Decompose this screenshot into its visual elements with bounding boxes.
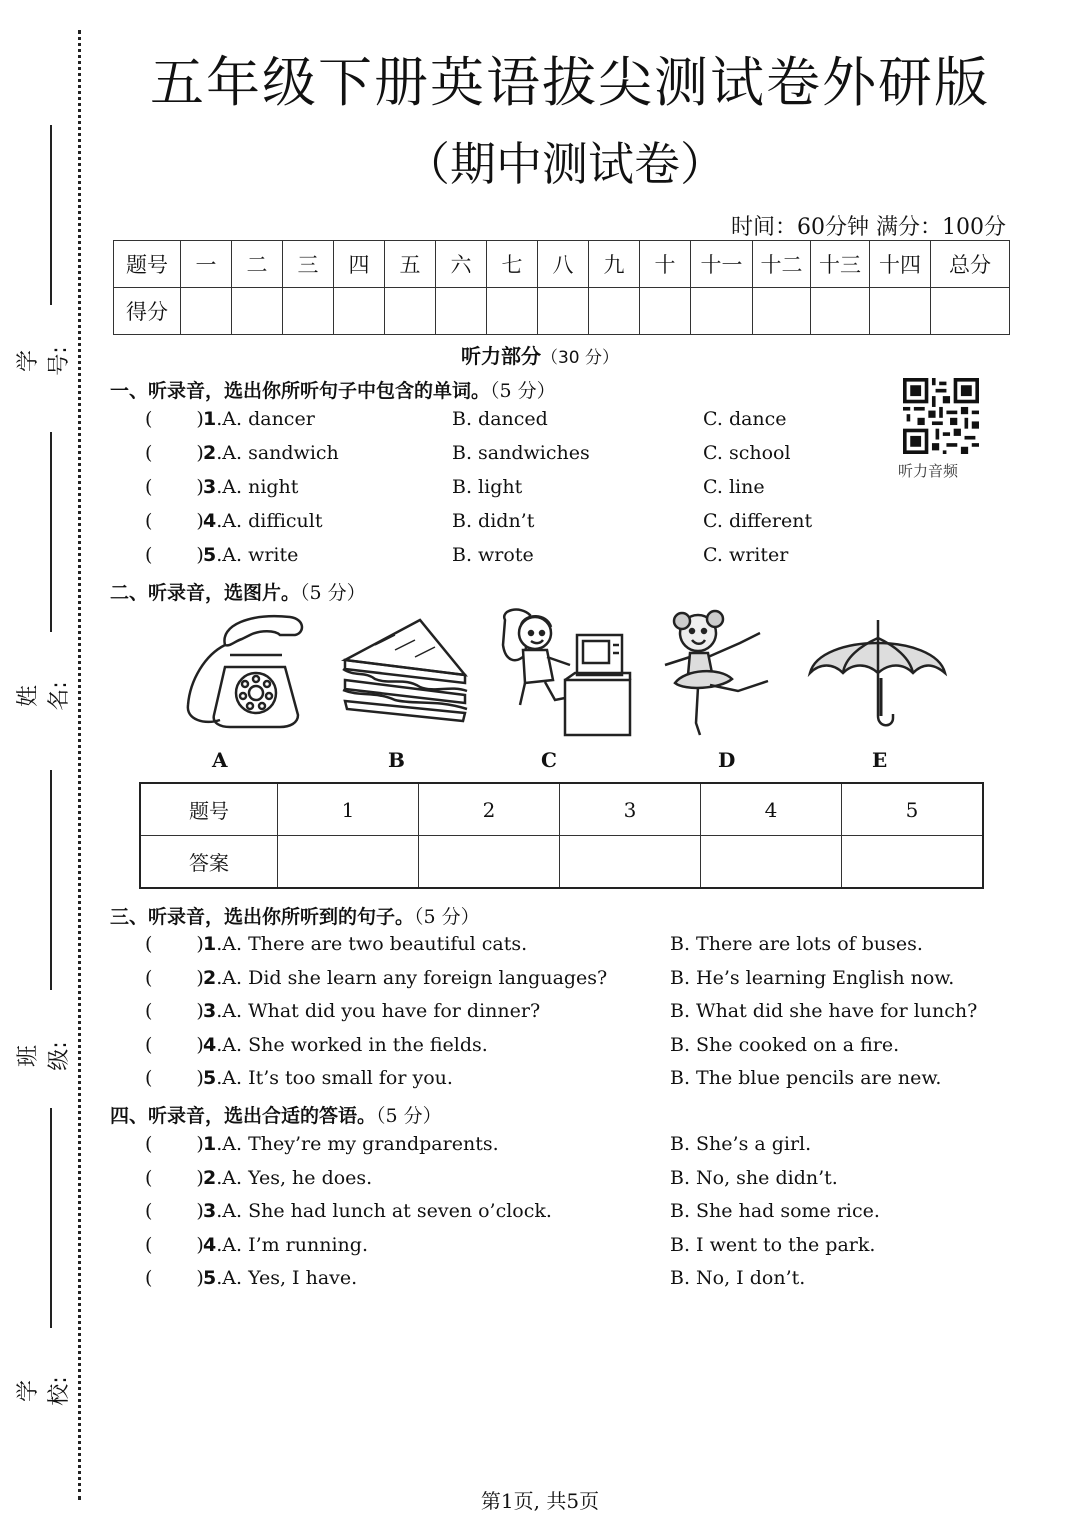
p1-question: ( )3.A. night xyxy=(145,476,299,498)
answer-bracket[interactable]: ( ) xyxy=(145,1233,204,1256)
answer-cell[interactable] xyxy=(560,836,701,889)
telephone-icon xyxy=(180,605,310,735)
option-b: B. light xyxy=(452,476,523,498)
sandwich-icon xyxy=(335,605,475,725)
score-cell[interactable] xyxy=(436,288,487,335)
question-number: 3 xyxy=(203,476,217,498)
question-number: 5 xyxy=(203,544,217,566)
option-a: A. What did you have for dinner? xyxy=(222,1000,541,1022)
option-b: B. danced xyxy=(452,408,548,430)
score-header-cell: 十四 xyxy=(870,241,931,288)
score-cell[interactable] xyxy=(640,288,691,335)
score-table xyxy=(113,240,1010,335)
score-header-cell: 六 xyxy=(436,241,487,288)
question-number: 1 xyxy=(203,933,217,955)
exam-meta: 时间：60分钟 满分：100分 xyxy=(731,215,1006,240)
name-label: 姓名: xyxy=(16,681,72,711)
question-number: 1 xyxy=(203,1133,217,1155)
answer-number: 5 xyxy=(842,783,984,836)
answer-bracket[interactable]: ( ) xyxy=(145,1000,204,1022)
answer-cell[interactable] xyxy=(419,836,560,889)
question-number: 4 xyxy=(203,1233,217,1256)
section-3-title-text: 三、听录音，选出你所听到的句子。 xyxy=(110,906,415,928)
score-cell[interactable] xyxy=(870,288,931,335)
p4-question: ( )5.A. Yes, I have. xyxy=(145,1267,358,1289)
option-a: A. Did she learn any foreign languages? xyxy=(222,966,608,989)
picture-letter: B xyxy=(388,748,405,772)
answer-number: 4 xyxy=(701,783,842,836)
score-header-cell: 十二 xyxy=(753,241,811,288)
answer-number: 1 xyxy=(278,783,419,836)
answer-table-label: 答案 xyxy=(140,836,278,889)
p4-question: ( )2.A. Yes, he does. xyxy=(145,1166,373,1189)
dancer-girl-icon xyxy=(660,605,775,745)
score-header-cell: 一 xyxy=(181,241,232,288)
option-b: B. What did she have for lunch? xyxy=(670,1000,978,1022)
score-header-cell: 二 xyxy=(232,241,283,288)
score-cell[interactable] xyxy=(931,288,1010,335)
answer-table-number-row xyxy=(140,783,983,836)
question-number: 2 xyxy=(203,966,217,989)
option-b: B. The blue pencils are new. xyxy=(670,1067,942,1089)
p1-question: ( )5.A. write xyxy=(145,544,299,566)
score-cell[interactable] xyxy=(811,288,870,335)
score-header-cell: 三 xyxy=(283,241,334,288)
option-c: C. different xyxy=(703,510,813,532)
section-4-title-text: 四、听录音，选出合适的答语。 xyxy=(110,1105,377,1127)
p3-question: ( )4.A. She worked in the fields. xyxy=(145,1033,488,1056)
section-2-points: （5 分） xyxy=(300,582,366,604)
answer-bracket[interactable]: ( ) xyxy=(145,442,204,464)
answer-table-header: 题号 xyxy=(140,783,278,836)
picture-letter: E xyxy=(872,748,888,772)
score-cell[interactable] xyxy=(232,288,283,335)
section-4-title xyxy=(110,1101,442,1128)
answer-bracket[interactable]: ( ) xyxy=(145,1067,204,1089)
option-c: C. dance xyxy=(703,408,787,430)
answer-cell[interactable] xyxy=(701,836,842,889)
option-a: A. night xyxy=(222,476,299,498)
score-table-score-row xyxy=(114,288,1010,335)
page-footer: 第1页, 共5页 xyxy=(480,1489,600,1513)
option-a: A. sandwich xyxy=(222,442,339,464)
option-c: C. line xyxy=(703,476,765,498)
student-no-line xyxy=(50,125,52,305)
page-title: 五年级下册英语拔尖测试卷外研版 xyxy=(150,51,990,114)
answer-cell[interactable] xyxy=(842,836,984,889)
score-table-header-row xyxy=(114,241,1010,288)
school-line xyxy=(50,1108,52,1328)
answer-bracket[interactable]: ( ) xyxy=(145,544,204,566)
score-cell[interactable] xyxy=(283,288,334,335)
answer-number: 2 xyxy=(419,783,560,836)
score-cell[interactable] xyxy=(589,288,640,335)
score-cell[interactable] xyxy=(385,288,436,335)
qr-label: 听力音频 xyxy=(898,462,959,480)
option-a: A. She had lunch at seven o’clock. xyxy=(222,1200,552,1222)
p4-question: ( )4.A. I’m running. xyxy=(145,1233,368,1256)
score-cell[interactable] xyxy=(181,288,232,335)
option-a: A. difficult xyxy=(222,510,323,532)
qr-code-icon[interactable] xyxy=(900,378,982,454)
option-a: A. She worked in the fields. xyxy=(222,1033,488,1056)
p3-question: ( )1.A. There are two beautiful cats. xyxy=(145,933,528,955)
answer-bracket[interactable]: ( ) xyxy=(145,966,204,989)
answer-bracket[interactable]: ( ) xyxy=(145,1166,204,1189)
answer-bracket[interactable]: ( ) xyxy=(145,1033,204,1056)
student-no-label: 学号: xyxy=(16,346,72,376)
section-3-title xyxy=(110,902,480,929)
option-b: B. sandwiches xyxy=(452,442,590,464)
option-b: B. She’s a girl. xyxy=(670,1133,812,1155)
answer-bracket[interactable]: ( ) xyxy=(145,476,204,498)
option-b: B. He’s learning English now. xyxy=(670,966,955,989)
answer-bracket[interactable]: ( ) xyxy=(145,1133,204,1155)
option-a: A. There are two beautiful cats. xyxy=(222,933,528,955)
section-4-points: （5 分） xyxy=(376,1105,442,1127)
p3-question: ( )3.A. What did you have for dinner? xyxy=(145,1000,541,1022)
option-a: A. I’m running. xyxy=(222,1233,368,1256)
section-1-title-text: 一、听录音，选出你所听句子中包含的单词。 xyxy=(110,380,491,402)
answer-number: 3 xyxy=(560,783,701,836)
option-a: A. They’re my grandparents. xyxy=(222,1133,499,1155)
question-number: 2 xyxy=(203,1166,217,1189)
p1-question: ( )1.A. dancer xyxy=(145,408,315,430)
answer-cell[interactable] xyxy=(278,836,419,889)
score-row-label: 得分 xyxy=(114,288,181,335)
binding-dashed-line xyxy=(78,30,81,1500)
score-header-cell: 九 xyxy=(589,241,640,288)
score-header-cell: 八 xyxy=(538,241,589,288)
p4-question: ( )3.A. She had lunch at seven o’clock. xyxy=(145,1200,552,1222)
option-a: A. It’s too small for you. xyxy=(222,1067,453,1089)
picture-letter: D xyxy=(718,748,736,772)
score-cell[interactable] xyxy=(538,288,589,335)
score-cell[interactable] xyxy=(334,288,385,335)
question-number: 4 xyxy=(203,1033,217,1056)
p1-question: ( )2.A. sandwich xyxy=(145,442,339,464)
p3-question: ( )2.A. Did she learn any foreign languages? xyxy=(145,966,608,989)
umbrella-icon xyxy=(805,618,950,733)
score-header-cell: 七 xyxy=(487,241,538,288)
school-label: 学校: xyxy=(16,1376,72,1406)
picture-letter: C xyxy=(541,748,557,772)
name-line xyxy=(50,432,52,632)
section-2-title xyxy=(110,578,366,605)
page-subtitle: （期中测试卷） xyxy=(404,137,726,191)
score-header-cell: 总分 xyxy=(931,241,1010,288)
option-b: B. No, I don’t. xyxy=(670,1267,806,1289)
option-a: A. Yes, I have. xyxy=(222,1267,358,1289)
option-b: B. She had some rice. xyxy=(670,1200,880,1222)
score-header-cell: 十一 xyxy=(691,241,753,288)
answer-bracket[interactable]: ( ) xyxy=(145,933,204,955)
section-2-title-text: 二、听录音，选图片。 xyxy=(110,582,301,604)
score-cell[interactable] xyxy=(753,288,811,335)
option-b: B. I went to the park. xyxy=(670,1233,876,1256)
score-header-cell: 十三 xyxy=(811,241,870,288)
option-b: B. No, she didn’t. xyxy=(670,1166,838,1189)
question-number: 5 xyxy=(203,1267,217,1289)
question-number: 2 xyxy=(203,442,217,464)
class-label: 班级: xyxy=(16,1041,72,1071)
question-number: 5 xyxy=(203,1067,217,1089)
p3-question: ( )5.A. It’s too small for you. xyxy=(145,1067,453,1089)
answer-bracket[interactable]: ( ) xyxy=(145,1200,204,1222)
option-a: A. write xyxy=(222,544,299,566)
listening-points: （30 分） xyxy=(540,348,620,368)
section-1-points: （5 分） xyxy=(490,380,556,402)
option-a: A. Yes, he does. xyxy=(222,1166,373,1189)
question-number: 3 xyxy=(203,1200,217,1222)
score-cell[interactable] xyxy=(691,288,753,335)
picture-letter: A xyxy=(212,748,228,772)
option-c: C. school xyxy=(703,442,791,464)
answer-bracket[interactable]: ( ) xyxy=(145,1267,204,1289)
score-header-cell: 十 xyxy=(640,241,691,288)
answer-table-answer-row xyxy=(140,836,983,889)
p4-question: ( )1.A. They’re my grandparents. xyxy=(145,1133,499,1155)
answer-table xyxy=(139,782,984,889)
question-number: 4 xyxy=(203,510,217,532)
question-number: 3 xyxy=(203,1000,217,1022)
answer-bracket[interactable]: ( ) xyxy=(145,408,204,430)
option-b: B. didn’t xyxy=(452,510,535,532)
score-cell[interactable] xyxy=(487,288,538,335)
boy-computer-icon xyxy=(495,605,640,740)
option-b: B. There are lots of buses. xyxy=(670,933,923,955)
listening-heading xyxy=(0,340,1080,369)
question-number: 1 xyxy=(203,408,217,430)
option-a: A. dancer xyxy=(222,408,315,430)
section-3-points: （5 分） xyxy=(414,906,480,928)
listening-heading-text: 听力部分 xyxy=(460,344,541,368)
p1-question: ( )4.A. difficult xyxy=(145,510,323,532)
score-header-cell: 四 xyxy=(334,241,385,288)
score-header-cell: 五 xyxy=(385,241,436,288)
class-line xyxy=(50,770,52,990)
option-b: B. wrote xyxy=(452,544,534,566)
section-1-title xyxy=(110,376,556,403)
score-header-cell: 题号 xyxy=(114,241,181,288)
option-c: C. writer xyxy=(703,544,789,566)
answer-bracket[interactable]: ( ) xyxy=(145,510,204,532)
option-b: B. She cooked on a fire. xyxy=(670,1033,900,1056)
